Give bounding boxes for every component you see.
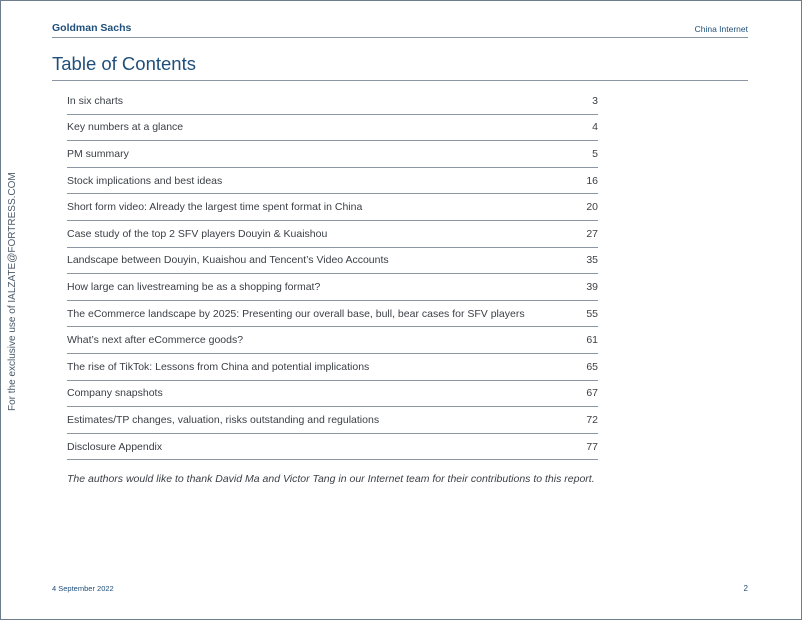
title-divider bbox=[52, 80, 748, 81]
toc-entry-page: 61 bbox=[586, 334, 598, 347]
toc-entry-label: Landscape between Douyin, Kuaishou and Tencent’s Video Accounts bbox=[67, 254, 389, 267]
footer-page-number: 2 bbox=[743, 584, 748, 593]
toc-entry[interactable] bbox=[67, 274, 598, 301]
toc-entry-label: Key numbers at a glance bbox=[67, 121, 184, 134]
toc-entry-page: 5 bbox=[592, 147, 598, 160]
toc-entry-label: In six charts bbox=[67, 94, 124, 107]
toc-entry[interactable] bbox=[67, 221, 598, 248]
toc-entry-page: 4 bbox=[592, 121, 598, 134]
toc-entry-label: What’s next after eCommerce goods? bbox=[67, 334, 244, 347]
toc-entry[interactable] bbox=[67, 301, 598, 328]
toc-entry[interactable] bbox=[67, 115, 598, 142]
toc-entry-label: How large can livestreaming be as a shopping format? bbox=[67, 280, 321, 293]
toc-entry-page: 55 bbox=[586, 307, 598, 320]
toc-entry-label: Case study of the top 2 SFV players Douyin & Kuaishou bbox=[67, 227, 328, 240]
toc-entry-label: Company snapshots bbox=[67, 387, 163, 400]
toc-entry-page: 39 bbox=[586, 280, 598, 293]
toc-entry[interactable] bbox=[67, 194, 598, 221]
page-title: Table of Contents bbox=[52, 53, 196, 74]
toc-entry-page: 20 bbox=[586, 201, 598, 214]
toc-entry[interactable] bbox=[67, 381, 598, 408]
toc-entry-label: The rise of TikTok: Lessons from China and potential implications bbox=[67, 360, 370, 373]
toc-entry[interactable] bbox=[67, 248, 598, 275]
toc-entry-page: 27 bbox=[586, 227, 598, 240]
header-divider bbox=[52, 37, 748, 38]
toc-entry-page: 72 bbox=[586, 413, 598, 426]
toc-entry-page: 16 bbox=[586, 174, 598, 187]
toc-entry-label: Stock implications and best ideas bbox=[67, 174, 223, 187]
toc-entry[interactable] bbox=[67, 168, 598, 195]
toc-entry[interactable] bbox=[67, 434, 598, 461]
toc-entry-page: 77 bbox=[586, 440, 598, 453]
toc-list bbox=[67, 88, 598, 460]
toc-entry-label: Disclosure Appendix bbox=[67, 440, 163, 453]
toc-entry-page: 3 bbox=[592, 94, 598, 107]
toc-entry-page: 35 bbox=[586, 254, 598, 267]
exclusive-use-watermark: For the exclusive use of IALZATE@FORTRESS.COM bbox=[7, 172, 18, 411]
footer-date: 4 September 2022 bbox=[52, 584, 114, 593]
toc-entry-label: The eCommerce landscape by 2025: Presenting our overall base, bull, bear cases for SFV players bbox=[67, 307, 525, 320]
report-section: China Internet bbox=[694, 24, 748, 34]
toc-entry[interactable] bbox=[67, 141, 598, 168]
toc-entry-label: PM summary bbox=[67, 147, 129, 160]
brand-name: Goldman Sachs bbox=[52, 22, 132, 34]
toc-entry[interactable] bbox=[67, 407, 598, 434]
toc-entry-label: Short form video: Already the largest time spent format in China bbox=[67, 201, 363, 214]
toc-entry[interactable] bbox=[67, 354, 598, 381]
toc-entry[interactable] bbox=[67, 88, 598, 115]
toc-entry-page: 67 bbox=[586, 387, 598, 400]
toc-entry-label: Estimates/TP changes, valuation, risks outstanding and regulations bbox=[67, 413, 380, 426]
toc-entry-page: 65 bbox=[586, 360, 598, 373]
toc-entry[interactable] bbox=[67, 327, 598, 354]
acknowledgement-note: The authors would like to thank David Ma and Victor Tang in our Internet team for their contributions to this report. bbox=[67, 473, 595, 485]
